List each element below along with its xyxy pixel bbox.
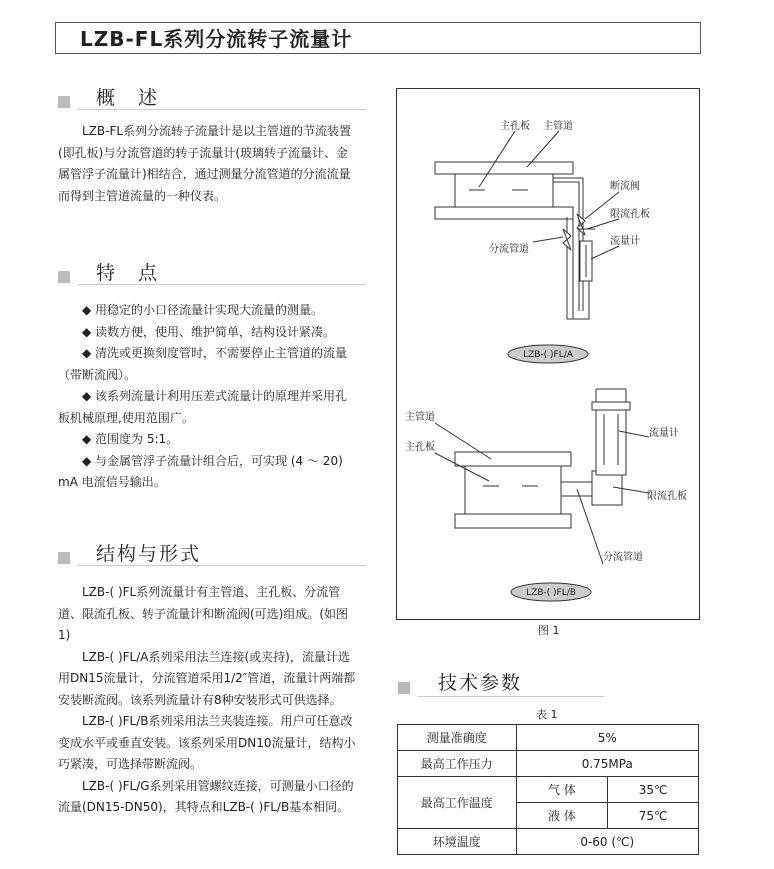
overview-text-block: [58, 121, 358, 207]
feature-item: ◆ 该系列流量计利用压差式流量计的原理并采用孔板机械原理,使用范围广。: [58, 389, 348, 425]
feature-item: ◆ 清洗或更换刻度管时，不需要停止主管道的流量（带断流阀）。: [58, 346, 348, 382]
tech-heading-block: [398, 666, 698, 696]
heading-rule: [418, 696, 604, 697]
param-sublabel: 液 体: [516, 803, 608, 829]
structure-paragraph: LZB-( )FL/B系列采用法兰夹装连接。用户可任意改变成水平或垂直安装。该系列采用DN10流量计，结构小巧紧凑，可选择带断流阀。: [58, 714, 356, 771]
label-branch-pipe-a: 分流管道: [489, 244, 529, 255]
feature-item: ◆ 用稳定的小口径流量计实现大流量的测量。: [82, 303, 324, 317]
heading-rule: [78, 565, 366, 566]
flange-bottom-a: [435, 207, 573, 219]
features-heading: 特 点: [96, 262, 160, 284]
label-main-orifice-b: 主孔板: [405, 442, 435, 453]
table-row: [398, 829, 699, 855]
heading-square-icon: [58, 552, 70, 564]
label-main-pipe-a: 主管道: [543, 121, 573, 132]
param-sublabel: 气 体: [516, 777, 608, 803]
param-label: 测量准确度: [398, 725, 517, 751]
feature-item: ◆ 与金属管浮子流量计组合后，可实现 (4 ～ 20) mA 电流信号输出。: [58, 453, 343, 489]
param-value: 35℃: [608, 777, 699, 803]
features-list: [58, 300, 358, 494]
leader-line: [533, 237, 563, 242]
overview-heading-block: [58, 86, 358, 116]
table-caption: 表 1: [536, 708, 558, 721]
leader-line: [591, 246, 619, 259]
branch-valve-a: [563, 229, 571, 250]
heading-square-icon: [398, 682, 410, 694]
branch-tube-a-up2: [553, 182, 579, 311]
tech-heading: 技术参数: [438, 672, 523, 694]
leader-line: [587, 219, 619, 229]
model-label-a: LZB-( )FL/A: [523, 350, 573, 360]
heading-rule: [78, 284, 366, 285]
label-flowmeter-b: 流量计: [649, 428, 679, 439]
flow-diagram: [397, 89, 699, 619]
features-heading-block: [58, 261, 358, 291]
feature-item: ◆ 读数方便，使用、维护简单，结构设计紧凑。: [82, 324, 336, 339]
page-title: LZB-FL系列分流转子流量计: [80, 27, 353, 51]
table-row: [398, 777, 699, 803]
structure-heading-block: [58, 542, 358, 572]
flange-bottom-b: [455, 514, 571, 528]
tech-params-table: [397, 724, 699, 855]
param-value: 5%: [516, 725, 698, 751]
table-row: [398, 725, 699, 751]
structure-paragraph: LZB-( )FL/A系列采用法兰连接(或夹持)，流量计选用DN15流量计，分流管道采用1/2″管道，流量计两端都安装断流阀。该系列流量计有8种安装形式可供选择。: [58, 649, 356, 707]
param-label: 环境温度: [398, 829, 517, 855]
pipe-body-b: [465, 466, 561, 514]
param-label: 最高工作压力: [398, 751, 517, 777]
figure-caption: 图 1: [538, 624, 560, 637]
param-label: 最高工作温度: [398, 777, 517, 829]
overview-paragraph: LZB-FL系列分流转子流量计是以主管道的节流装置(即孔板)与分流管道的转子流量计(玻璃转子流量计、金属管浮子流量计)相结合，通过测量分流管道的分流流量而得到主管道流量的一种仪表。: [58, 124, 352, 203]
model-label-b: LZB-( )FL/B: [526, 588, 576, 598]
label-limit-orifice-a: 限流孔板: [610, 209, 650, 220]
structure-text-block: [58, 582, 358, 819]
feature-item: ◆ 范围度为 5:1。: [82, 432, 179, 446]
heading-square-icon: [58, 271, 70, 283]
table-row: [398, 751, 699, 777]
label-main-pipe-b: 主管道: [405, 412, 435, 423]
heading-rule: [78, 109, 366, 110]
label-branch-pipe-b: 分流管道: [603, 552, 643, 563]
structure-heading: 结构与形式: [96, 543, 202, 565]
figure-frame: [396, 88, 700, 620]
flowmeter-cap-top: [592, 402, 630, 410]
label-limit-orifice-b: 限流孔板: [647, 491, 687, 502]
flange-top-b: [455, 452, 571, 466]
structure-paragraph: LZB-( )FL/G系列采用管螺纹连接，可测量小口径的流量(DN15-DN50)，其特点和LZB-( )FL/B基本相同。: [58, 778, 354, 814]
flange-top-a: [435, 162, 573, 174]
label-main-orifice-a: 主孔板: [500, 121, 530, 132]
param-value: 0.75MPa: [516, 751, 698, 777]
param-value: 0-60 (℃): [516, 829, 698, 855]
label-flowmeter-a: 流量计: [610, 236, 640, 247]
param-value: 75℃: [608, 803, 699, 829]
label-shutoff-valve-a: 断流阀: [610, 181, 640, 192]
overview-heading: 概 述: [96, 87, 160, 109]
heading-square-icon: [58, 96, 70, 108]
branch-tube-a-down: [567, 217, 573, 319]
structure-paragraph: LZB-( )FL系列流量计有主管道、主孔板、分流管道、限流孔板、转子流量计和断流阀(可选)组成。(如图1): [58, 585, 349, 642]
shutoff-valve-a: [577, 214, 585, 235]
flowmeter-b: [596, 402, 626, 475]
